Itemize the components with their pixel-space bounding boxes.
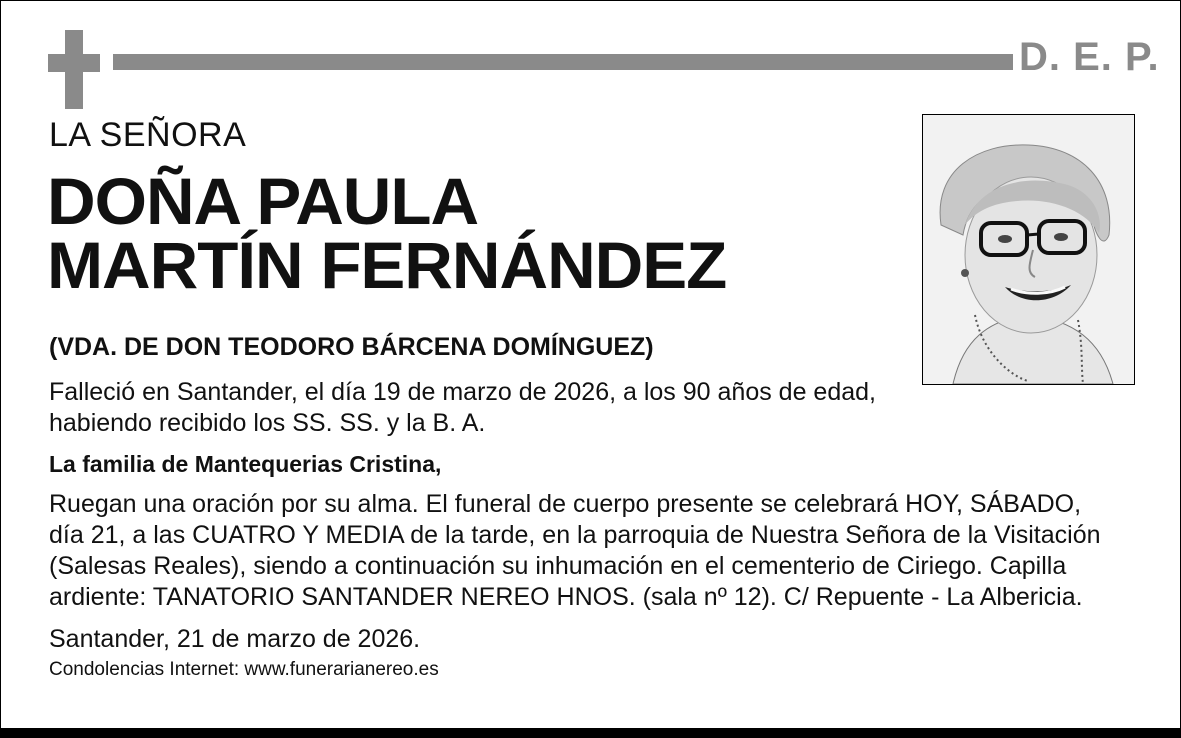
- place-date: Santander, 21 de marzo de 2026.: [49, 625, 421, 653]
- name-line-2: MARTÍN FERNÁNDEZ: [47, 228, 727, 302]
- service-line-2: día 21, a las CUATRO Y MEDIA de la tarde, en la parroquia de Nuestra Señora de la Visitación: [49, 521, 1101, 549]
- service-line-4: ardiente: TANATORIO SANTANDER NEREO HNOS. (sala nº 12). C/ Repuente - La Albericia.: [49, 583, 1083, 611]
- death-details: [49, 377, 929, 439]
- bottom-border: [1, 728, 1181, 738]
- condolences-link: Condolencias Internet: www.funerarianereo.es: [49, 659, 439, 680]
- family-line: La familia de Mantequerias Cristina,: [49, 451, 442, 477]
- deceased-name: [47, 164, 727, 302]
- header-rule: [113, 54, 1013, 70]
- cross-icon: [48, 30, 100, 109]
- portrait-photo: [922, 114, 1135, 385]
- death-text-line-2: habiendo recibido los SS. SS. y la B. A.: [49, 409, 486, 437]
- service-line-1: Ruegan una oración por su alma. El funeral de cuerpo presente se celebrará HOY, SÁBADO,: [49, 490, 1082, 518]
- widow-of: (VDA. DE DON TEODORO BÁRCENA DOMÍNGUEZ): [49, 333, 654, 361]
- service-line-3: (Salesas Reales), siendo a continuación su inhumación en el cementerio de Ciriego. Capilla: [49, 552, 1067, 580]
- dep-label: D. E. P.: [1019, 35, 1160, 79]
- portrait-illustration: [923, 115, 1134, 384]
- name-line-1: DOÑA PAULA: [47, 164, 479, 238]
- death-text-line-1: Falleció en Santander, el día 19 de marzo de 2026, a los 90 años de edad,: [49, 378, 876, 406]
- service-details: [49, 489, 1159, 613]
- honorific: LA SEÑORA: [49, 116, 247, 154]
